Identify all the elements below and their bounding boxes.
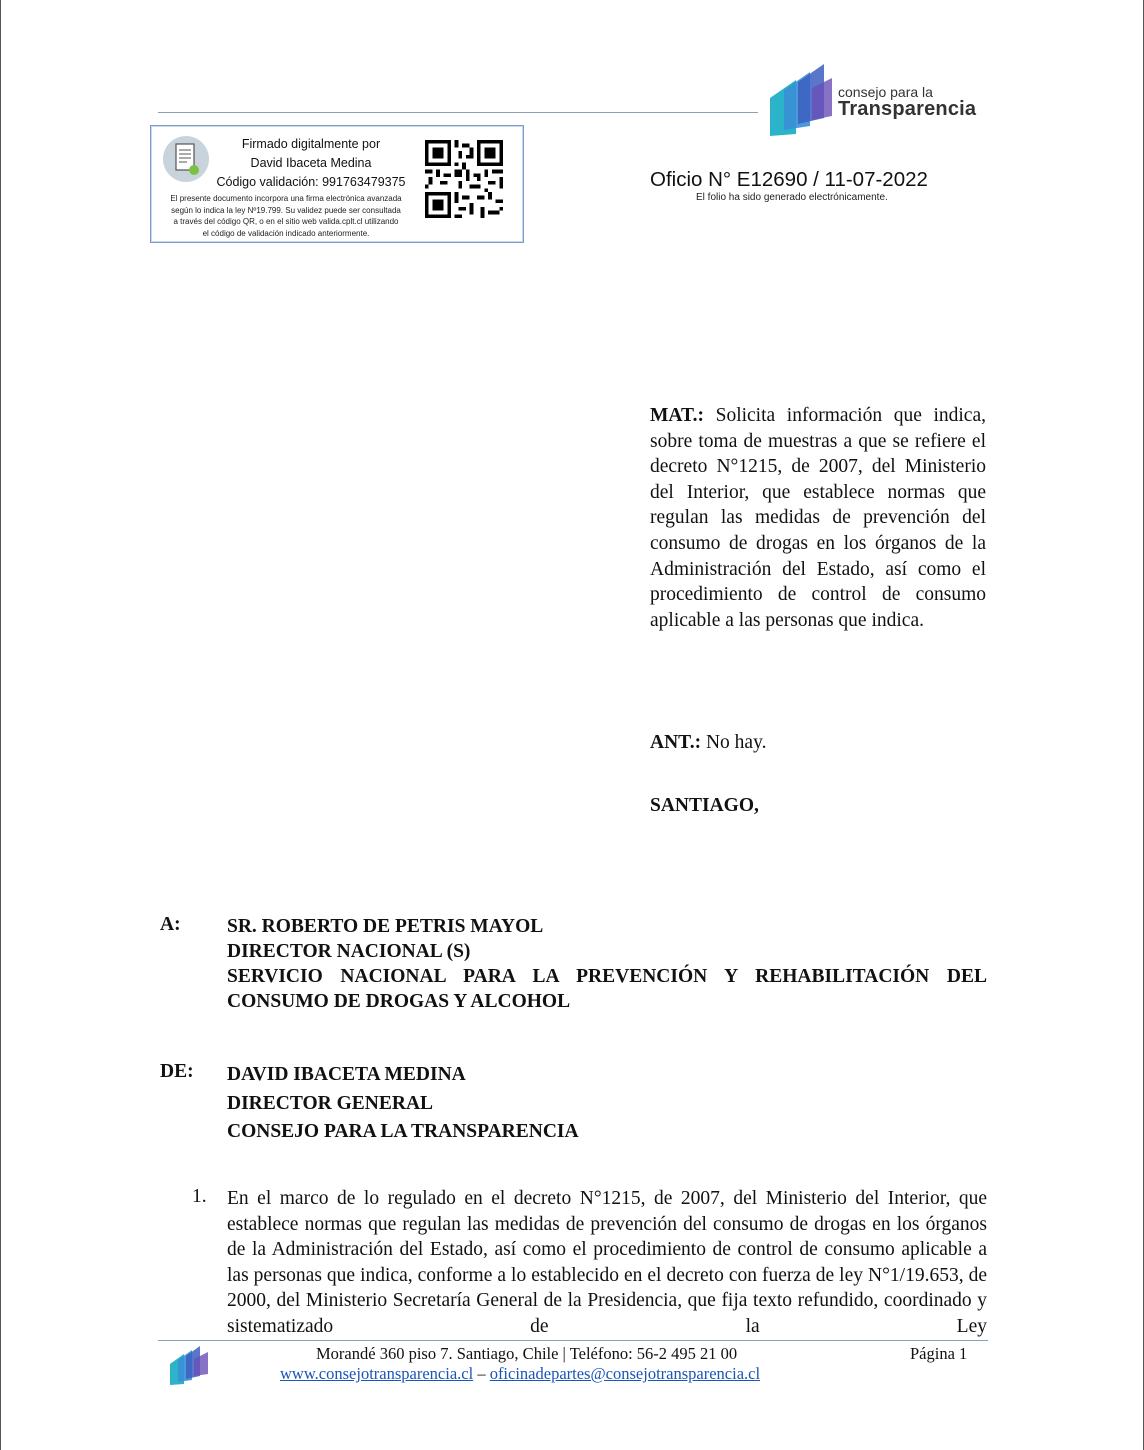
sender-label: DE: bbox=[160, 1061, 194, 1082]
footer-address: Morandé 360 piso 7. Santiago, Chile | Teléfono: 56-2 495 21 00 bbox=[316, 1344, 738, 1363]
sender-block bbox=[227, 1061, 987, 1147]
signature-legal-note bbox=[155, 193, 417, 239]
logo-subtitle: consejo para la bbox=[838, 84, 933, 100]
folio-note: El folio ha sido generado electrónicamente. bbox=[696, 192, 888, 203]
email-link[interactable]: oficinadepartes@consejotransparencia.cl bbox=[489, 1364, 761, 1383]
recipient-title: DIRECTOR NACIONAL (S) bbox=[227, 941, 471, 962]
oficio-number: Oficio N° E12690 / 11-07-2022 bbox=[650, 168, 928, 191]
paragraph-1-number: 1. bbox=[192, 1186, 207, 1207]
footer-links bbox=[280, 1364, 760, 1384]
recipient-label: A: bbox=[160, 914, 181, 935]
place-line: SANTIAGO, bbox=[650, 795, 759, 816]
recipient-block bbox=[227, 914, 987, 1014]
ant-text: No hay. bbox=[705, 732, 767, 753]
footer-logo-icon bbox=[168, 1344, 214, 1386]
header-divider bbox=[158, 112, 758, 113]
subject-matter bbox=[650, 403, 986, 633]
page-number: Página 1 bbox=[910, 1344, 968, 1363]
paragraph-1-text: En el marco de lo regulado en el decreto N°1215, de 2007, del Ministerio del Interior, que establece normas que regulan las medidas de prevención del consumo de drogas en los órganos de la Administración del Estado, así como el procedimiento de control de consumo aplicable a las personas que indica, conforme a lo establecido en el decreto con fuerza de ley N°1/19.653, de 2000, del Ministerio Secretaría General de la Presidencia, que fija texto refundido, coordinado y sistematizado de la Ley bbox=[227, 1188, 987, 1337]
signature-note-line-3: a través del código QR, o en el sitio web valida.cplt.cl utilizando bbox=[173, 217, 399, 226]
antecedents bbox=[650, 732, 766, 754]
mat-text: Solicita información que indica, sobre toma de muestras a que se refiere el decreto N°1215, de 2007, del Ministerio del Interior, que establece normas que regulan las medidas de prevención del consumo de drogas en los órganos de la Administración del Estado, así como el procedimiento de control de consumo aplicable a las personas que indica. bbox=[650, 405, 986, 631]
recipient-org-line-1: SERVICIO NACIONAL PARA LA PREVENCIÓN Y REHABILITACIÓN DEL bbox=[227, 966, 987, 987]
logo-title: Transparencia bbox=[838, 98, 977, 120]
sender-org: CONSEJO PARA LA TRANSPARENCIA bbox=[227, 1121, 579, 1142]
sender-name: DAVID IBACETA MEDINA bbox=[227, 1064, 466, 1085]
signature-note-line-4: el código de validación indicado anteriormente. bbox=[202, 228, 370, 238]
signature-note-line-2: según lo indica la ley Nº19.799. Su validez puede ser consultada bbox=[171, 205, 401, 215]
signature-line-1: Firmado digitalmente por bbox=[241, 137, 381, 151]
signer-name: David Ibaceta Medina bbox=[250, 156, 372, 170]
footer-link-separator: – bbox=[477, 1364, 486, 1383]
digital-signature-box bbox=[150, 125, 524, 243]
qr-code-icon[interactable] bbox=[425, 140, 503, 218]
signature-note-line-1: El presente documento incorpora una firma electrónica avanzada bbox=[170, 194, 402, 203]
mat-label: MAT.: bbox=[650, 405, 704, 426]
website-link[interactable]: www.consejotransparencia.cl bbox=[280, 1364, 474, 1383]
recipient-name: SR. ROBERTO DE PETRIS MAYOL bbox=[227, 916, 544, 937]
cplt-logo-icon bbox=[766, 64, 838, 138]
validation-code: Código validación: 991763479375 bbox=[216, 175, 406, 189]
ant-label: ANT.: bbox=[650, 732, 702, 753]
sender-title: DIRECTOR GENERAL bbox=[227, 1092, 434, 1114]
recipient-org-line-2: CONSUMO DE DROGAS Y ALCOHOL bbox=[227, 991, 571, 1012]
footer-divider bbox=[158, 1340, 988, 1341]
page-edge-left bbox=[0, 0, 1, 1450]
